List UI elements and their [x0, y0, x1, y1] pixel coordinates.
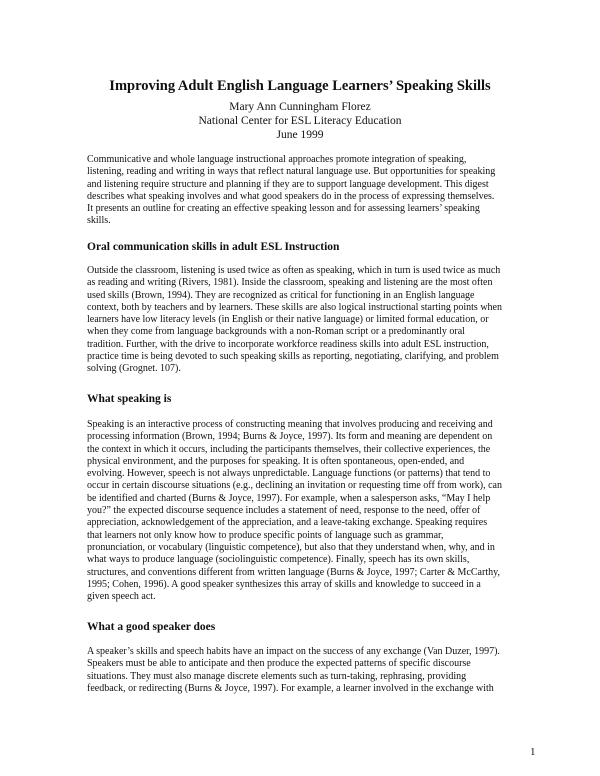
- text-line: solving (Grognet. 107).: [87, 363, 181, 375]
- text-line: used skills (Brown, 1994). They are recognized as critical for functioning in an English language: [87, 289, 475, 301]
- publication-date: June 1999: [276, 129, 324, 141]
- section-paragraph-what-speaking-is: [87, 419, 547, 603]
- text-line: Speaking is an interactive process of constructing meaning that involves producing and receiving and: [87, 419, 493, 430]
- author-name: Mary Ann Cunningham Florez: [229, 101, 371, 113]
- text-line: what ways to produce language (sociolinguistic competence). Finally, speech has its own skills,: [87, 554, 470, 566]
- organization-name: National Center for ESL Literacy Education: [198, 115, 402, 127]
- text-line: physical environment, and the purposes for speaking. It is often spontaneous, open-ended, and: [87, 455, 465, 467]
- text-line: describes what speaking involves and what good speakers do in the process of expressing themselves.: [87, 190, 495, 202]
- text-line: as reading and writing (Rivers, 1981). Inside the classroom, speaking and listening are the most often: [87, 277, 493, 289]
- text-line: tradition. Further, with the drive to incorporate workforce readiness skills into adult ESL instruction,: [87, 338, 489, 350]
- text-line: that learners not only know how to produce specific points of language such as grammar,: [87, 529, 444, 541]
- text-line: evolving. However, speech is not always unpredictable. Language functions (or patterns) that tend to: [87, 468, 491, 480]
- text-line: and listening require structure and planning if they are to support language development. This digest: [87, 178, 489, 190]
- text-line: It presents an outline for creating an effective speaking lesson and for assessing learners’ speaking: [87, 203, 480, 215]
- section-heading-oral-communication: Oral communication skills in adult ESL Instruction: [87, 241, 340, 253]
- text-line: A speaker’s skills and speech habits have an impact on the success of any exchange (Van Duzer, 1997).: [87, 646, 500, 657]
- text-line: you?” the expected discourse sequence includes a statement of need, response to the need, offer of: [87, 505, 481, 517]
- section-paragraph-oral-communication: [87, 265, 547, 376]
- text-line: given speech act.: [87, 591, 156, 603]
- page-number: 1: [530, 746, 536, 758]
- text-line: context, both by teachers and by learners. These skills are also logical instructional starting points when: [87, 301, 502, 313]
- text-line: the context in which it occurs, including the participants themselves, their collective experiences, the: [87, 443, 491, 455]
- text-line: listening, reading and writing in ways that reflect natural language use. But opportunities for speaking: [87, 166, 496, 178]
- text-line: structures, and conventions different from written language (Burns & Joyce, 1997; Carter & McCarthy,: [87, 566, 500, 578]
- section-paragraph-good-speaker: [87, 646, 547, 695]
- text-line: Communicative and whole language instructional approaches promote integration of speaking,: [87, 154, 467, 165]
- text-line: Outside the classroom, listening is used twice as often as speaking, which in turn is used twice as much: [87, 265, 501, 276]
- text-line: when they come from language backgrounds with a non-Roman script or a predominantly oral: [87, 326, 465, 338]
- text-line: processing information (Brown, 1994; Burns & Joyce, 1997). Its form and meaning are dependent on: [87, 431, 493, 443]
- text-line: situations. They must also manage discrete elements such as turn-taking, rephrasing, providing: [87, 670, 467, 682]
- text-line: occur in certain discourse situations (e.g., declining an invitation or requesting time off from work), can: [87, 480, 502, 492]
- text-line: appreciation, acknowledgement of the appreciation, and a leave-taking exchange. Speaking requires: [87, 517, 488, 529]
- text-line: Speakers must be able to anticipate and then produce the expected patterns of specific discourse: [87, 658, 471, 670]
- section-heading-good-speaker: What a good speaker does: [87, 621, 216, 633]
- text-line: 1995; Cohen, 1996). A good speaker synthesizes this array of skills and knowledge to succeed in a: [87, 578, 481, 590]
- document-title: Improving Adult English Language Learners’ Speaking Skills: [109, 78, 491, 94]
- text-line: practice time is being devoted to such speaking skills as reporting, negotiating, clarifying, and problem: [87, 351, 499, 363]
- text-line: learners have low literacy levels (in English or their native language) or limited formal education, or: [87, 314, 489, 326]
- section-heading-what-speaking-is: What speaking is: [87, 393, 172, 405]
- text-line: feedback, or redirecting (Burns & Joyce, 1997). For example, a learner involved in the exchange with: [87, 682, 494, 694]
- text-line: be identified and charted (Burns & Joyce, 1997). For example, when a salesperson asks, “May I help: [87, 492, 491, 504]
- text-line: skills.: [87, 215, 111, 227]
- intro-paragraph: [87, 154, 547, 228]
- text-line: pronunciation, or vocabulary (linguistic competence), but also that they understand when, why, and in: [87, 541, 495, 553]
